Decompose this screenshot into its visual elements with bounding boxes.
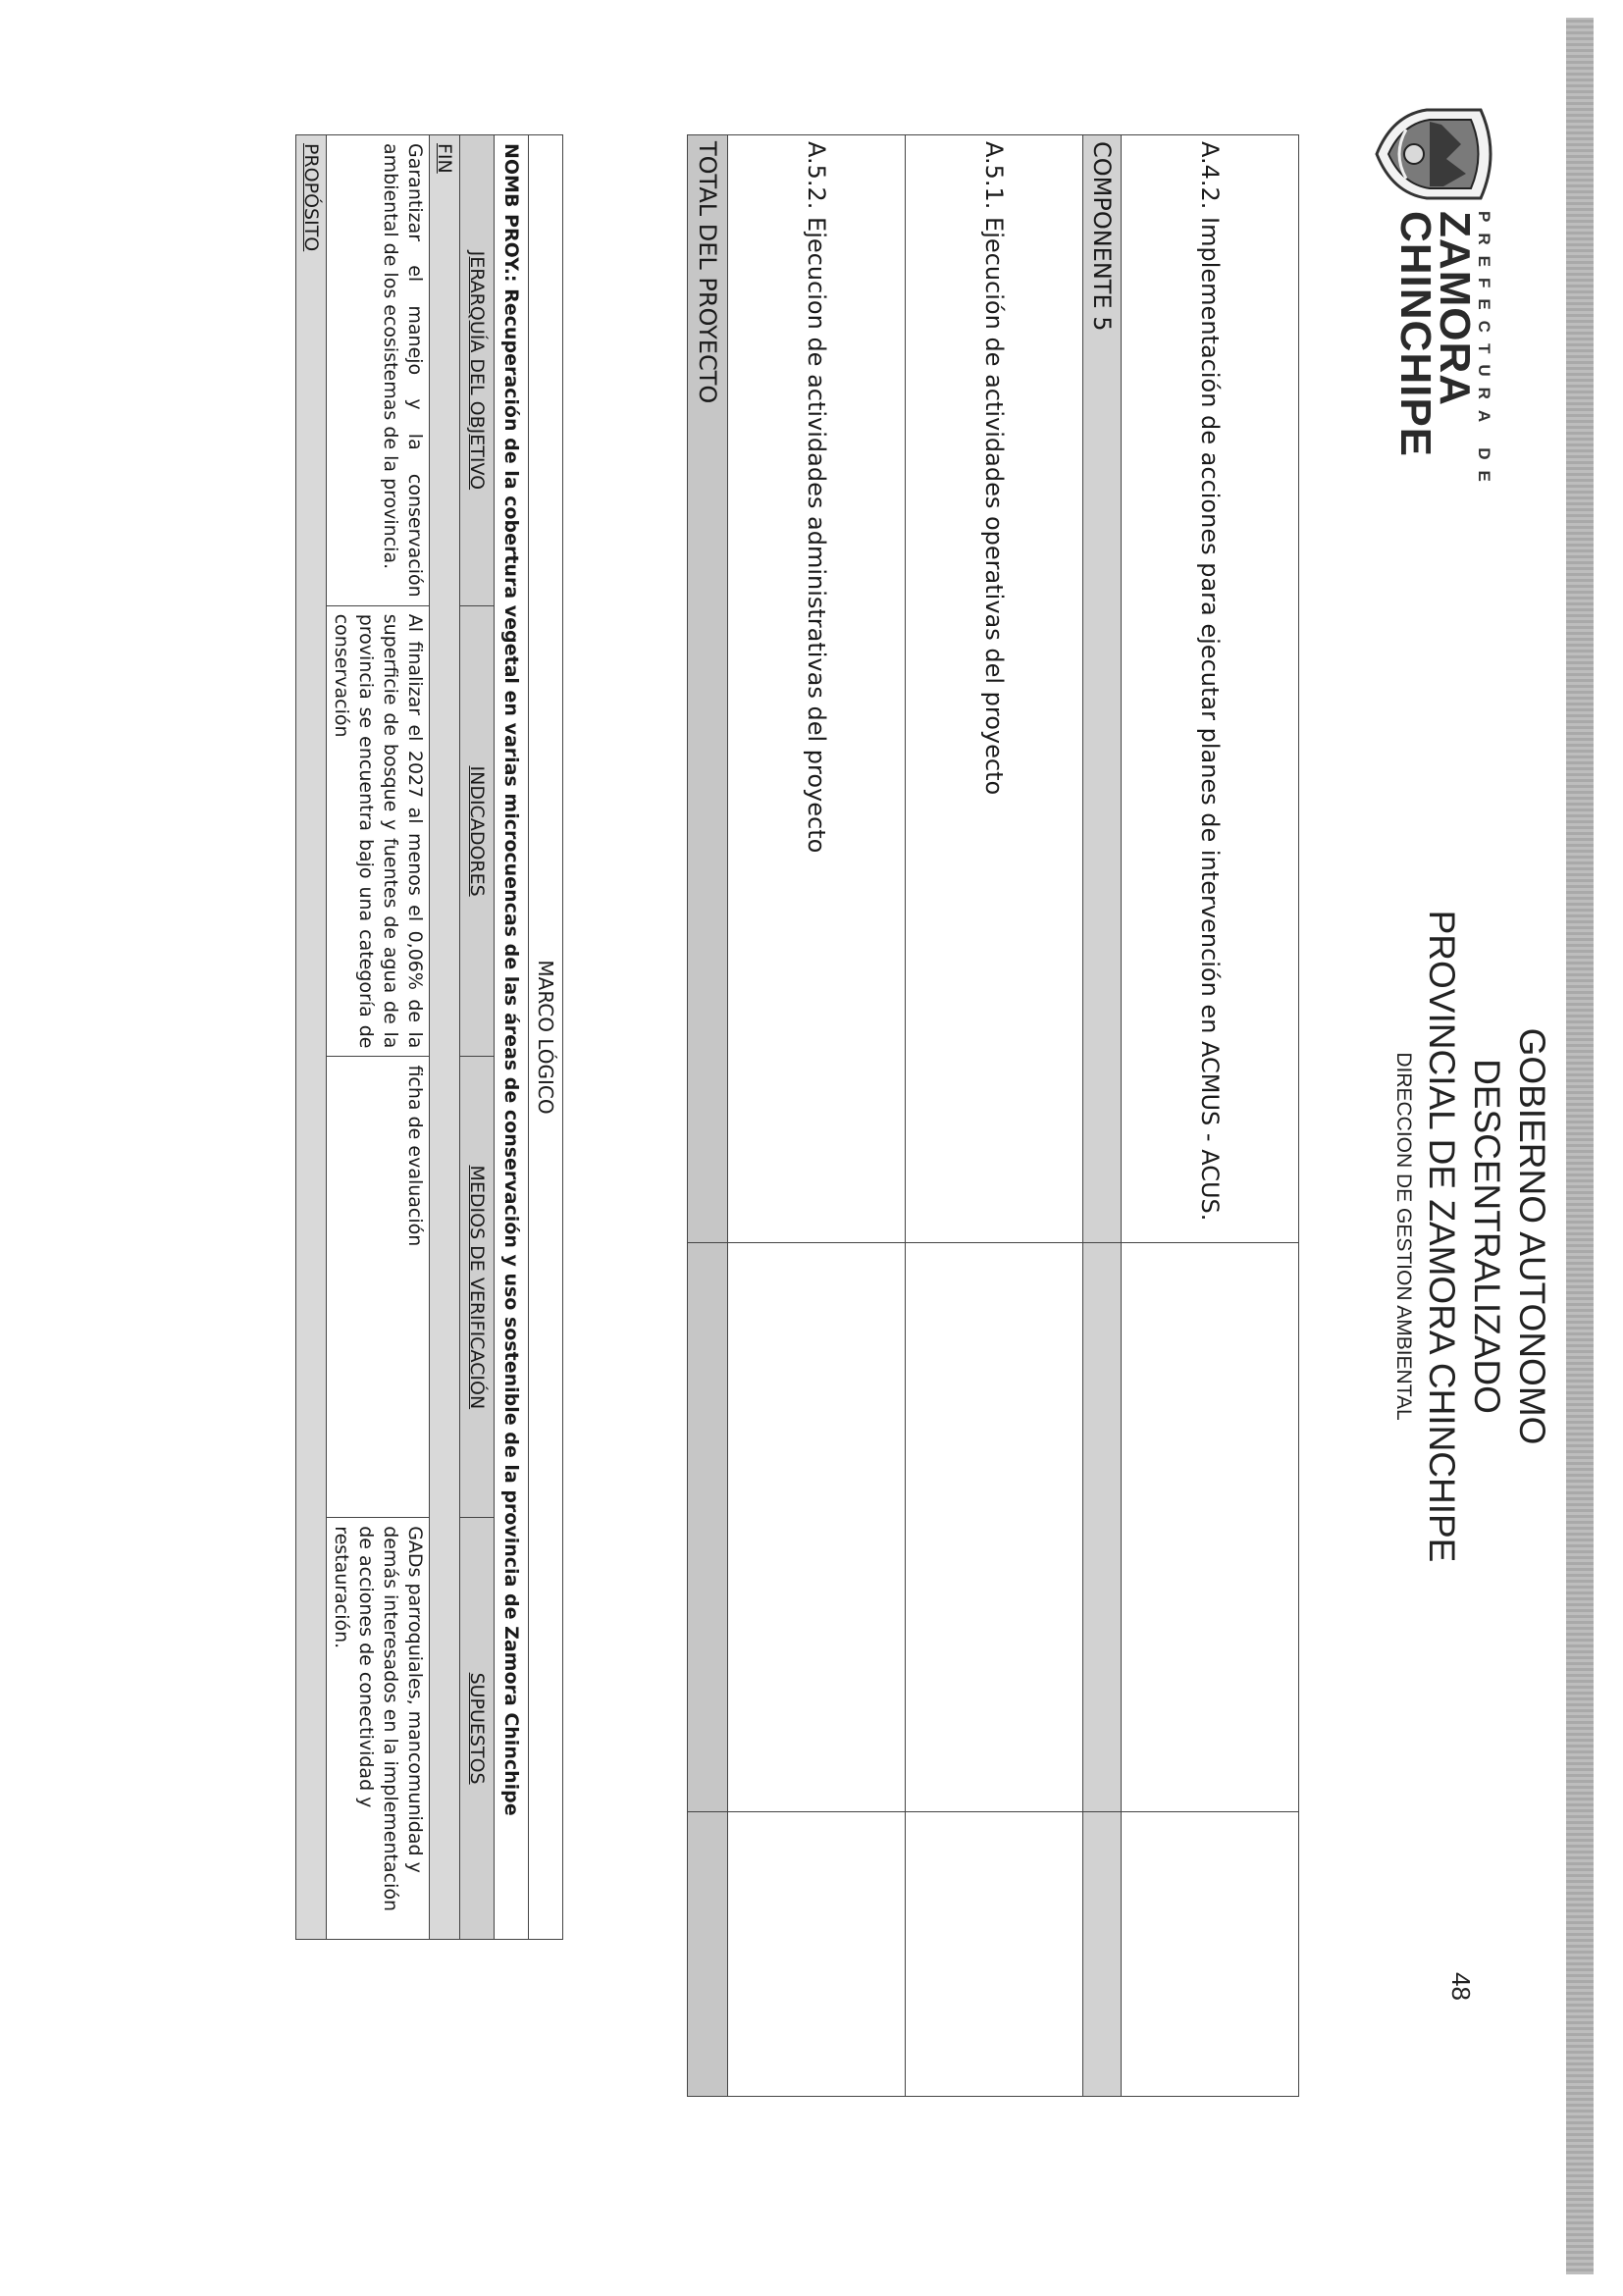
table-cell xyxy=(1083,1812,1122,2097)
logo-line-chinchipe: CHINCHIPE xyxy=(1391,211,1440,458)
marco-title: MARCO LÓGICO xyxy=(529,135,563,1940)
table-cell xyxy=(906,1243,1083,1812)
document-header xyxy=(1389,883,1554,1590)
header-title-line2: PROVINCIAL DE ZAMORA CHINCHIPE xyxy=(1422,910,1462,1563)
table-header-row xyxy=(460,135,495,1940)
table-row xyxy=(906,135,1083,2097)
fin-objective: Garantizar el manejo y la conservación ambiental de los ecosistemas de la provincia. xyxy=(327,135,430,606)
total-label: TOTAL DEL PROYECTO xyxy=(688,135,728,1243)
column-header: SUPUESTOS xyxy=(460,1518,495,1940)
section-label-fin: FIN xyxy=(430,135,460,1940)
project-label: NOMB PROY.: xyxy=(500,143,522,283)
table-row xyxy=(296,135,327,1940)
table-cell xyxy=(1083,1243,1122,1812)
column-header: JERARQUÍA DEL OBJETIVO xyxy=(460,135,495,606)
logo-line-zamora: ZAMORA xyxy=(1431,211,1479,407)
fin-indicator: Al finalizar el 2027 al menos el 0,06% de la superficie de bosque y fuentes de agua de la provincia se encuentra bajo una categoría de conservación xyxy=(327,605,430,1057)
column-header: INDICADORES xyxy=(460,605,495,1057)
table-row xyxy=(1122,135,1299,2097)
fin-verification-means: ficha de evaluación xyxy=(327,1057,430,1518)
header-subtitle: DIRECCION DE GESTION AMBIENTAL xyxy=(1392,1052,1415,1421)
table-row xyxy=(728,135,906,2097)
fin-assumptions: GADs parroquiales, mancomunidad y demás interesados en la implementación de acciones de conectividad y restauración. xyxy=(327,1518,430,1940)
project-name: Recuperación de la cobertura vegetal en varias microcuencas de las áreas de conservación y uso sostenible de la provincia de Zamora Chinchipe xyxy=(500,288,522,1816)
prefecture-shield-logo xyxy=(1375,100,1500,208)
table-cell xyxy=(728,1812,906,2097)
column-header: MEDIOS DE VERIFICACIÓN xyxy=(460,1057,495,1518)
table-cell xyxy=(688,1243,728,1812)
table-cell xyxy=(728,1243,906,1812)
activity-label: A.4.2. Implementación de acciones para ejecutar planes de intervención en ACMUS - ACUS. xyxy=(1122,135,1299,1243)
activity-label: A.5.1. Ejecución de actividades operativas del proyecto xyxy=(906,135,1083,1243)
project-name-cell xyxy=(495,135,529,1940)
logo-prefix: PREFECTURA DE xyxy=(1475,211,1493,493)
table-row xyxy=(688,135,728,2097)
table-cell xyxy=(1122,1812,1299,2097)
table-row xyxy=(430,135,460,1940)
budget-table xyxy=(687,134,1299,2097)
section-label-proposito: PROPÓSITO xyxy=(296,135,327,1940)
table-row xyxy=(529,135,563,1940)
component-label: COMPONENTE 5 xyxy=(1083,135,1122,1243)
table-cell xyxy=(906,1812,1083,2097)
activity-label: A.5.2. Ejecucion de actividades administrativas del proyecto xyxy=(728,135,906,1243)
table-row xyxy=(1083,135,1122,2097)
page-number: 48 xyxy=(1446,1972,1476,2001)
marco-logico-table xyxy=(295,134,563,1940)
table-cell xyxy=(1122,1243,1299,1812)
header-title-line1: GOBIERNO AUTONOMO DESCENTRALIZADO xyxy=(1467,1027,1552,1445)
table-row xyxy=(495,135,529,1940)
table-row xyxy=(327,135,430,1940)
table-cell xyxy=(688,1812,728,2097)
prefecture-wordmark xyxy=(1391,211,1493,493)
